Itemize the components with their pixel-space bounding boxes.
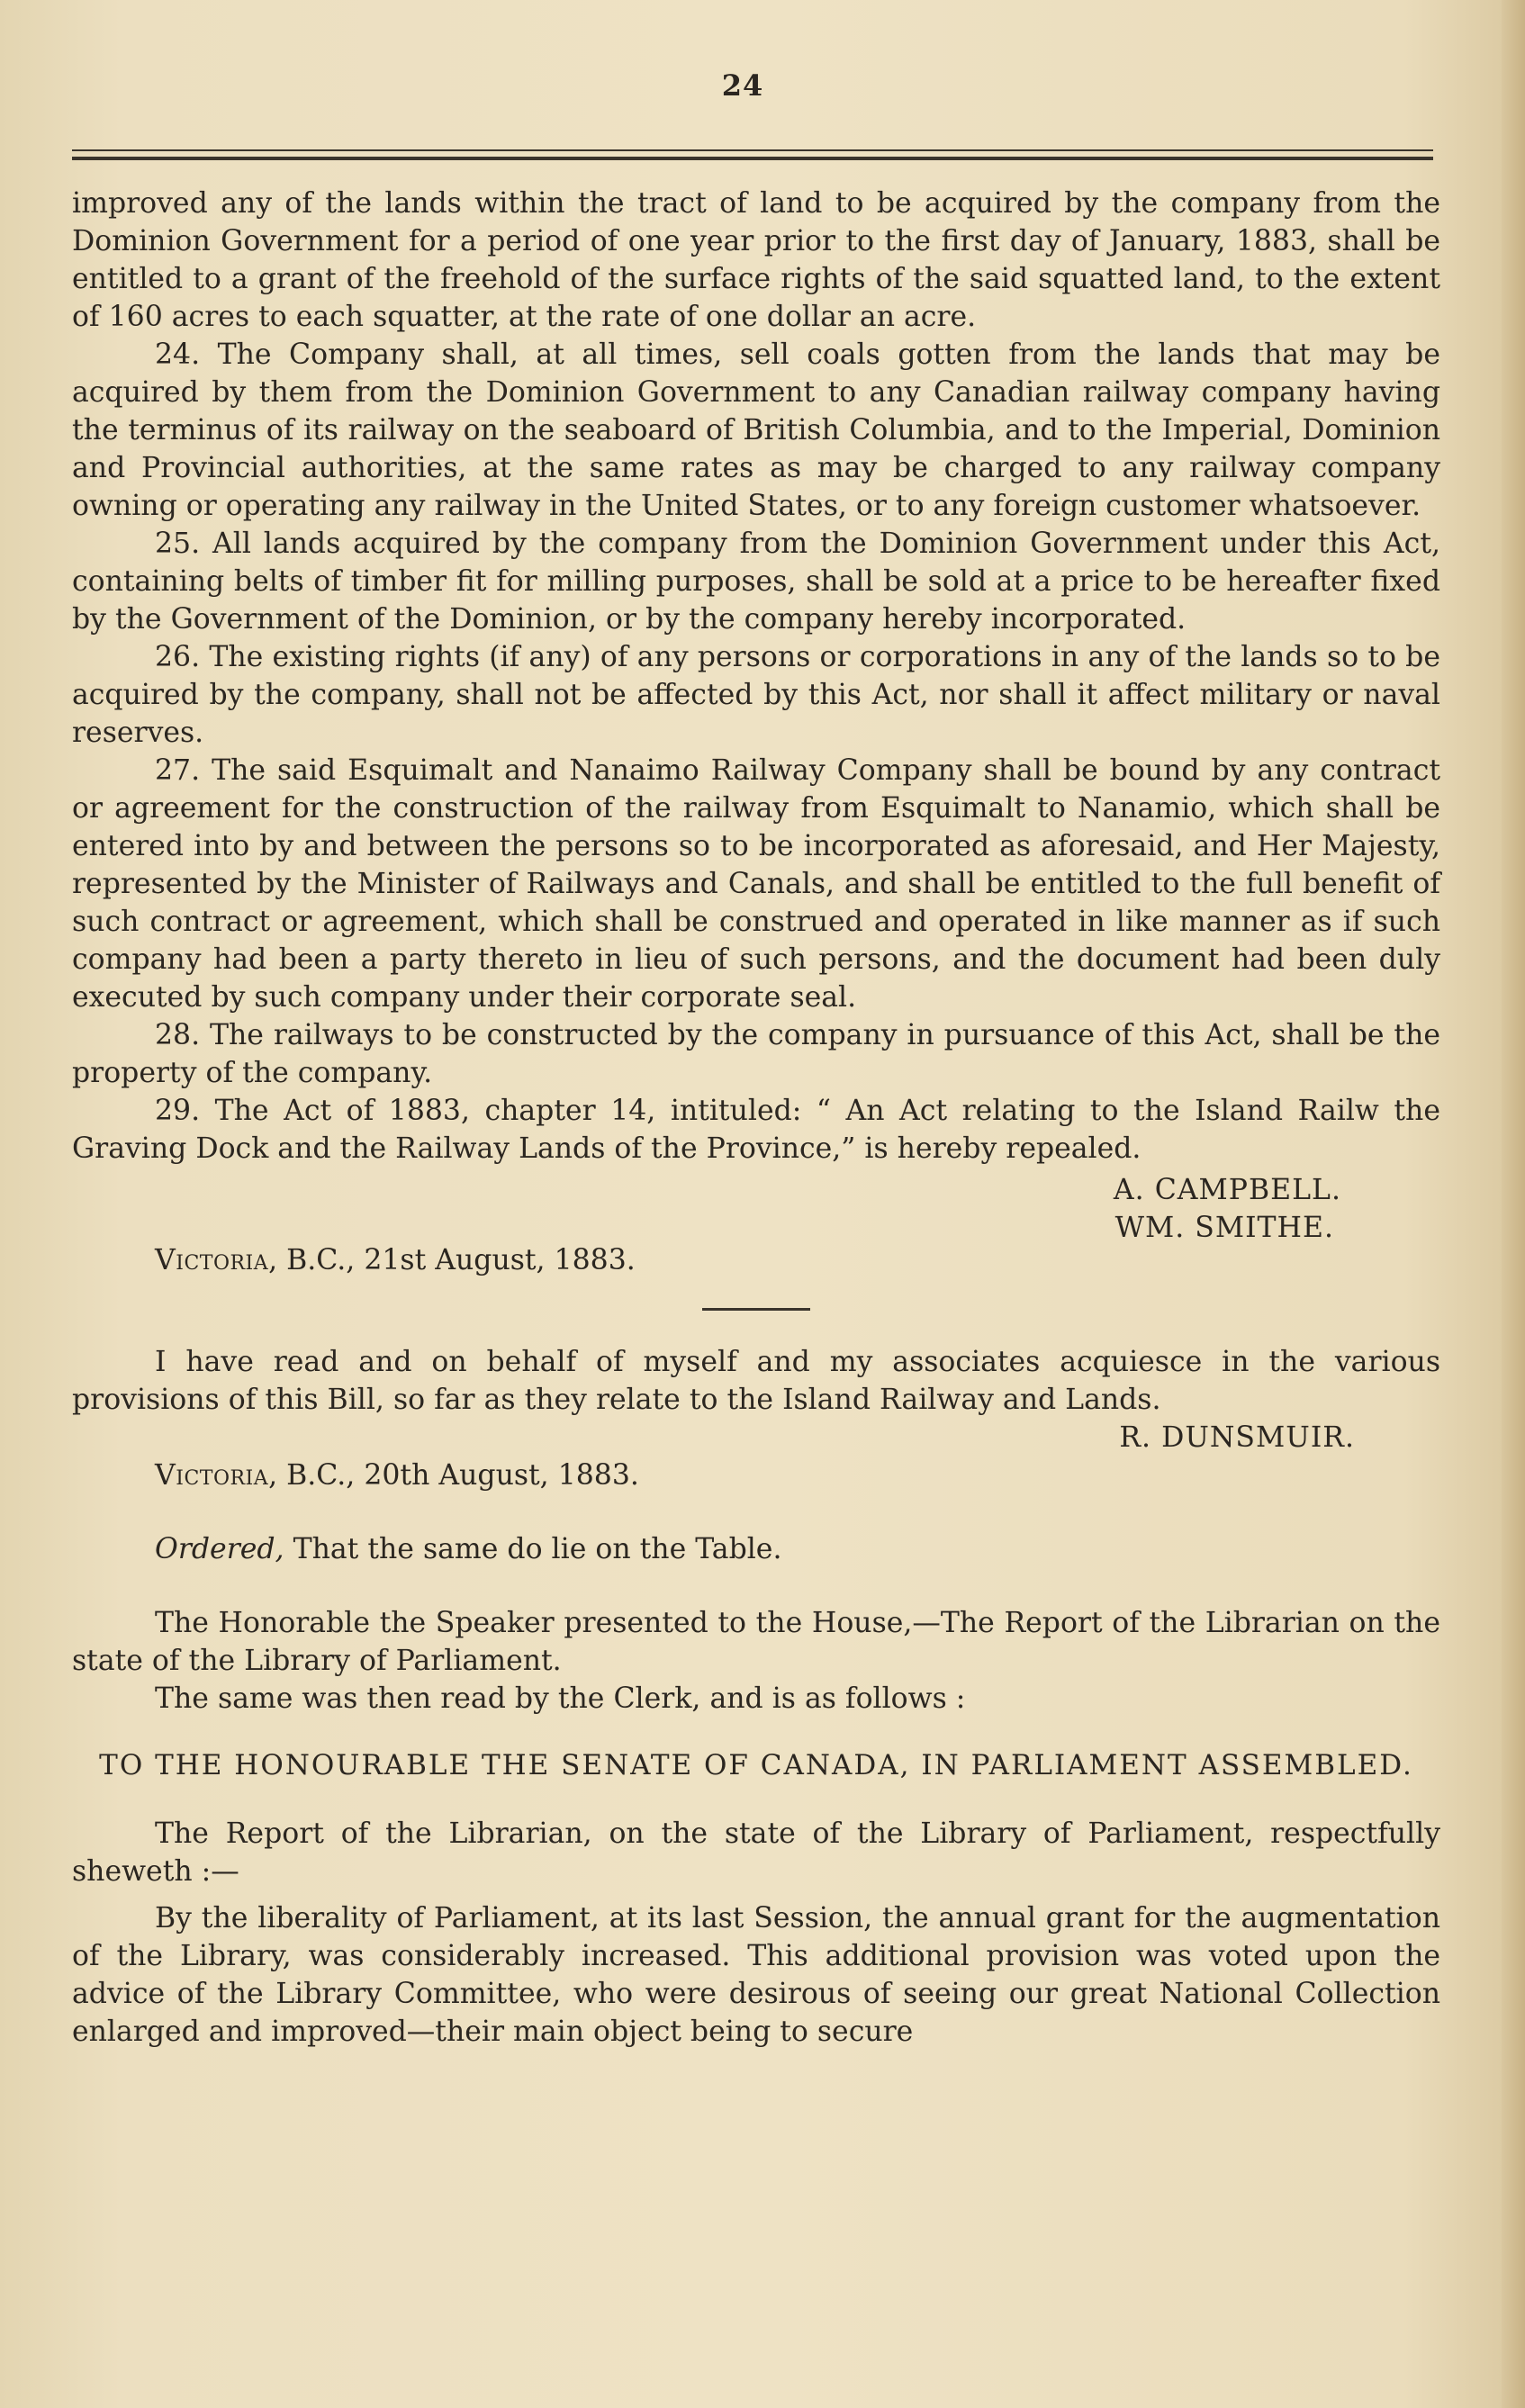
section-25: 25. All lands acquired by the company from the Dominion Government under this Act, containing belts of timber fit for milling purposes, shall be sold at a price to be hereafter fixed by the Government of the Dominion, or by the company hereby incorporated.	[72, 528, 1440, 636]
header-rule-thin	[72, 149, 1433, 151]
section-separator	[702, 1308, 810, 1311]
section-24: 24. The Company shall, at all times, sell coals gotten from the lands that may be acquired by them from the Dominion Government to any Canadian railway company having the terminus of its railway on the seaboard of British Columbia, and to the Imperial, Dominion and Provincial authorities, at the same rates as may be charged to any railway company owning or operating any railway in the United States, or to any foreign customer whatsoever.	[72, 338, 1440, 522]
dateline-date: , B.C., 21st August, 1883.	[268, 1244, 636, 1276]
spacer	[72, 1494, 1440, 1530]
dateline-victoria-1	[72, 1241, 1440, 1279]
spacer	[72, 1784, 1440, 1815]
section-26: 26. The existing rights (if any) of any persons or corporations in any of the lands so to be acquired by the company, shall not be affected by this Act, nor shall it affect military or naval reserves.	[72, 641, 1440, 749]
ordered-statement	[72, 1530, 1440, 1568]
signature-smithe: WM. SMITHE.	[1114, 1212, 1334, 1244]
paragraph-continuation: improved any of the lands within the tract of land to be acquired by the company from the Dominion Government for a period of one year prior to the first day of January, 1883, shall be entitled to a grant of the freehold of the surface rights of the said squatted land, to the extent of 160 acres to each squatter, at the rate of one dollar an acre.	[72, 187, 1440, 333]
header-rule-thick	[72, 157, 1433, 160]
dateline-date: , B.C., 20th August, 1883.	[268, 1459, 639, 1492]
page-binding-edge	[1502, 0, 1525, 2408]
acquiescence-statement: I have read and on behalf of myself and my associates acquiesce in the various provisions of this Bill, so far as they relate to the Island Railway and Lands.	[72, 1346, 1440, 1416]
dateline-victoria-2	[72, 1457, 1440, 1494]
page-number: 24	[721, 68, 764, 103]
report-intro: The Report of the Librarian, on the state of the Library of Parliament, respectfully sheweth :—	[72, 1817, 1440, 1888]
signature-dunsmuir: R. DUNSMUIR.	[1119, 1421, 1355, 1454]
report-heading: TO THE HONOURABLE THE SENATE OF CANADA, IN PARLIAMENT ASSEMBLED.	[99, 1749, 1413, 1781]
report-liberality-paragraph: By the liberality of Parliament, at its last Session, the annual grant for the augmentation of the Library, was considerably increased. This additional provision was voted upon the advice of the Library Committee, who were desirous of seeing our great National Collection enlarged and improved—their main object being to secure	[72, 1902, 1440, 2048]
speaker-statement: The Honorable the Speaker presented to the House,—The Report of the Librarian on the state of the Library of Parliament.	[72, 1607, 1440, 1677]
ordered-emphasis: Ordered,	[155, 1533, 284, 1565]
section-28: 28. The railways to be constructed by the company in pursuance of this Act, shall be the property of the company.	[72, 1019, 1440, 1089]
dateline-city: Victoria	[155, 1244, 269, 1276]
dateline-city: Victoria	[155, 1459, 269, 1492]
section-29: 29. The Act of 1883, chapter 14, intituled: “ An Act relating to the Island Railw the Graving Dock and the Railway Lands of the Province,” is hereby repealed.	[72, 1095, 1440, 1165]
spacer	[72, 1568, 1440, 1604]
signature-campbell: A. CAMPBELL.	[1113, 1174, 1341, 1206]
clerk-statement: The same was then read by the Clerk, and is as follows :	[155, 1682, 966, 1715]
section-27: 27. The said Esquimalt and Nanaimo Railway Company shall be bound by any contract or agreement for the construction of the railway from Esquimalt to Nanamio, which shall be entered into by and between the persons so to be incorporated as aforesaid, and Her Majesty, represented by the Minister of Railways and Canals, and shall be entitled to the full benefit of such contract or agreement, which shall be construed and operated in like manner as if such company had been a party thereto in lieu of such persons, and the document had been duly executed by such company under their corporate seal.	[72, 754, 1440, 1014]
document-body	[72, 185, 1440, 2051]
ordered-text: That the same do lie on the Table.	[284, 1533, 782, 1565]
